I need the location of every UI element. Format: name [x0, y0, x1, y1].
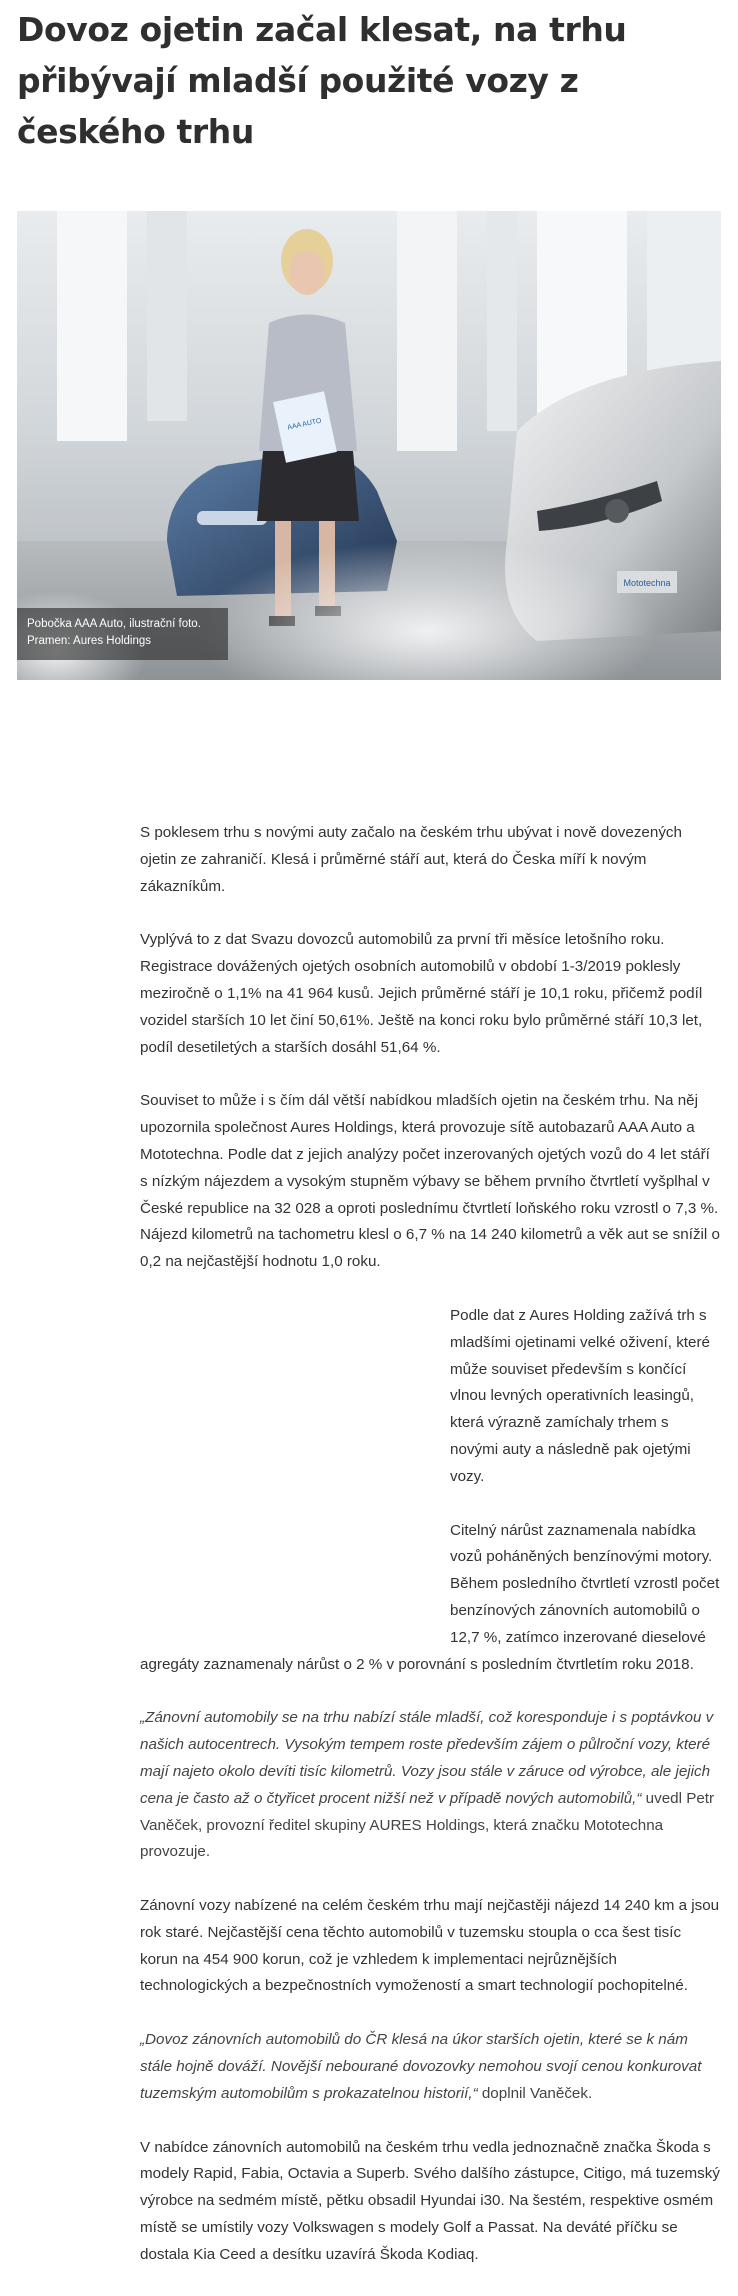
paragraph: S poklesem trhu s novými auty začalo na českém trhu ubývat i nově dovezených ojetin ze zahraničí. Klesá i průměrné stáří aut, která do Česka míří k novým zákazníkům.	[140, 824, 682, 895]
quote-attribution: doplnil Vaněček.	[477, 2084, 593, 2102]
paragraph: Vyplývá to z dat Svazu dovozců automobilů za první tři měsíce letošního roku. Registrace dovážených ojetých osobních automobilů v období 1-3/2019 poklesly meziročně o 1,1% na 41 964 kusů. Jejich průměrné stáří je 10,1 roku, přičemž podíl vozidel starších 10 let činí 50,61%. Ještě na konci roku bylo průměrné stáří 10,3 let, podíl desetiletých a starších dosáhl 51,64 %.	[140, 931, 703, 1056]
quote-text: „Zánovní automobily se na trhu nabízí stále mladší, což koresponduje i s poptávkou v našich autocentrech. Vysokým tempem roste především zájem o půlroční vozy, které mají najeto okolo devíti tisíc kilometrů. Vozy jsou stále v záruce od výrobce, ale jejich cena je často až o čtyřicet procent nižší než v případě nových automobilů,“	[140, 1709, 714, 1807]
quote-attribution: uvedl Petr Vaněček, provozní ředitel skupiny AURES Holdings, která značku Mototechna provozuje.	[140, 1789, 715, 1861]
quote-paragraph	[140, 2027, 720, 2107]
inline-ad-slot	[140, 1303, 440, 1643]
paragraph: Citelný nárůst zaznamenala nabídka vozů poháněných benzínovými motory. Během posledního čtvrtletí vzrostl počet benzínových zánovních automobilů o 12,7 %, zatímco inzerované dieselové agregáty zaznamenaly nárůst o 2 % v porovnání s posledním čtvrtletím roku 2018.	[140, 1521, 720, 1673]
caption-source: Pramen: Aures Holdings	[27, 635, 152, 647]
quote-paragraph	[140, 1705, 720, 1866]
paragraph: Souviset to může i s čím dál větší nabídkou mladších ojetin na českém trhu. Na něj upozornila společnost Aures Holdings, která provozuje sítě autobazarů AAA Auto a Mototechna. Podle dat z jejich analýzy počet inzerovaných ojetých vozů do 4 let stáří s nízkým nájezdem a vysokým stupněm výbavy se během prvního čtvrtletí vyšplhal v České republice na 32 028 a oproti poslednímu čtvrtletí loňského roku vzrostl o 7,3 %. Nájezd kilometrů na tachometru klesl o 6,7 % na 14 240 kilometrů a věk aut se snížil o 0,2 na nejčastější hodnotu 1,0 roku.	[140, 1092, 720, 1271]
article-body	[140, 820, 720, 2296]
paragraph: Zánovní vozy nabízené na celém českém trhu mají nejčastěji nájezd 14 240 km a jsou rok staré. Nejčastější cena těchto automobilů v tuzemsku stoupla o cca šest tisíc korun na 454 900 korun, což je vzhledem k implementaci nejrůznějších technologických a bezpečnostních vymožeností a smart technologií pochopitelné.	[140, 1897, 720, 1995]
brochure-text: AAA AUTO	[286, 417, 323, 432]
article-headline: Dovoz ojetin začal klesat, na trhu přibývají mladší použité vozy z českého trhu	[17, 10, 627, 151]
paragraph: V nabídce zánovních automobilů na českém trhu vedla jednoznačně značka Škoda s modely Rapid, Fabia, Octavia a Superb. Svého dalšího zástupce, Citigo, má tuzemský výrobce na sedmém místě, pětku obsadil Hyundai i30. Na šestém, respektive osmém místě se umístily vozy Volkswagen s modely Golf a Passat. Na deváté příčku se dostala Kia Ceed a desítku uzavírá Škoda Kodiaq.	[140, 2138, 720, 2263]
paragraph: Podle dat z Aures Holding zažívá trh s mladšími ojetinami velké oživení, které může souviset především s končící vlnou levných operativních leasingů, která výrazně zamíchaly trhem s novými auty a následně pak ojetými vozy.	[450, 1306, 710, 1485]
signage-text: Mototechna	[623, 578, 671, 588]
caption-line: Pobočka AAA Auto, ilustrační foto.	[27, 618, 201, 630]
image-caption	[17, 608, 228, 660]
quote-text: „Dovoz zánovních automobilů do ČR klesá na úkor starších ojetin, které se k nám stále hojně dováží. Novější nebourané dovozovky nemohou svojí cenou konkurovat tuzemským automobilům s prokazatelnou historií,“	[140, 2031, 702, 2102]
